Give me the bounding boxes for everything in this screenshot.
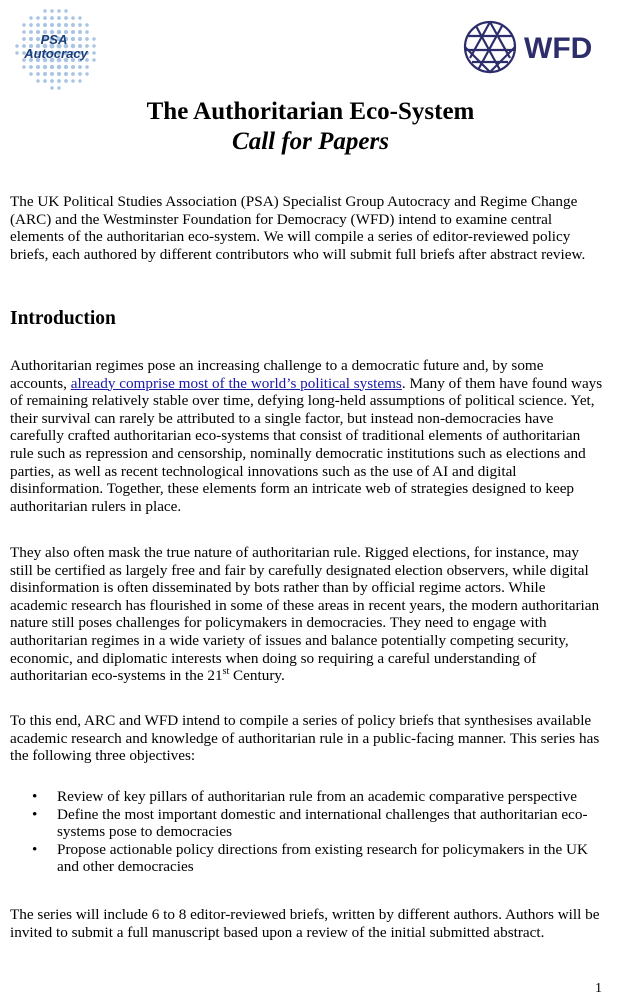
bullet-icon: • xyxy=(32,788,38,805)
psa-logo-line1: PSA xyxy=(40,32,68,47)
para2-text: They also often mask the true nature of authoritarian rule. Rigged elections, for instance, may still be certified as largely free and fair by carefully designated election observers, while digital disinformation is often disseminated by bots rather than by official regime actors. While academic research has flourished in some of these areas in recent years, the modern authoritarian nature still poses challenges for policymakers in democracies. They need to engage with authoritarian regimes in a wide variety of issues and balance potentially competing security, economic, and diplomatic interests when doing so requiring a careful understanding of authoritarian eco-systems in the 21 xyxy=(10,544,600,685)
introduction-paragraph-2 xyxy=(10,544,604,685)
objective-text: Review of key pillars of authoritarian rule from an academic comparative perspective xyxy=(57,788,577,805)
globe-icon xyxy=(465,22,515,72)
closing-paragraph: The series will include 6 to 8 editor-reviewed briefs, written by different authors. Authors will be invited to submit a full manuscript based upon a review of the initial submitted abstract. xyxy=(10,906,600,941)
section-heading-introduction: Introduction xyxy=(10,308,116,329)
bullet-icon: • xyxy=(32,840,38,858)
document-subtitle: Call for Papers xyxy=(232,128,389,155)
list-item xyxy=(10,841,604,876)
document-title: The Authoritarian Eco-System xyxy=(146,98,475,125)
page-number: 1 xyxy=(595,981,602,996)
world-political-systems-link[interactable]: already comprise most of the world’s political systems xyxy=(70,374,402,392)
bullet-icon: • xyxy=(32,805,38,823)
para2-text-end: Century. xyxy=(229,667,285,685)
list-item xyxy=(10,788,604,806)
objectives-list xyxy=(10,788,604,876)
psa-autocracy-logo xyxy=(14,8,98,90)
wfd-logo xyxy=(462,18,606,76)
para1-text-start: Authoritarian regimes pose an increasing challenge to a democratic future and, by some accounts, xyxy=(10,357,544,392)
introduction-paragraph-1 xyxy=(10,357,604,515)
wfd-logo-text: WFD xyxy=(524,32,593,65)
list-item xyxy=(10,806,604,841)
objective-text: Define the most important domestic and international challenges that authoritarian eco-systems pose to democracies xyxy=(57,805,588,841)
para1-text-end: . Many of them have found ways of remaining relatively stable over time, defying long-held assumptions of political science. Yet, their survival can rarely be attributed to a single factor, but instead non-democracies have carefully crafted authoritarian eco-systems that consist of traditional elements of authoritarian rule such as repression and censorship, nominally democratic institutions such as elections and parties, as well as recent technological innovations such as the use of AI and digital disinformation. Together, these elements form an intricate web of strategies designed to keep authoritarian rulers in place. xyxy=(10,374,603,515)
introduction-paragraph-3: To this end, ARC and WFD intend to compile a series of policy briefs that synthesises available academic research and knowledge of authoritarian rule in a public-facing manner. This series has the following three objectives: xyxy=(10,712,600,765)
para2-superscript: st xyxy=(222,666,230,678)
title-block xyxy=(0,97,621,157)
psa-logo-line2: Autocracy xyxy=(24,46,88,61)
intro-paragraph: The UK Political Studies Association (PSA) Specialist Group Autocracy and Regime Change (ARC) and the Westminster Foundation for Democracy (WFD) intend to examine central elements of the authoritarian eco-system. We will compile a series of editor-reviewed policy briefs, each authored by different contributors who will submit full briefs after abstract review. xyxy=(10,193,586,263)
objective-text: Propose actionable policy directions from existing research for policymakers in the UK and other democracies xyxy=(57,840,588,876)
